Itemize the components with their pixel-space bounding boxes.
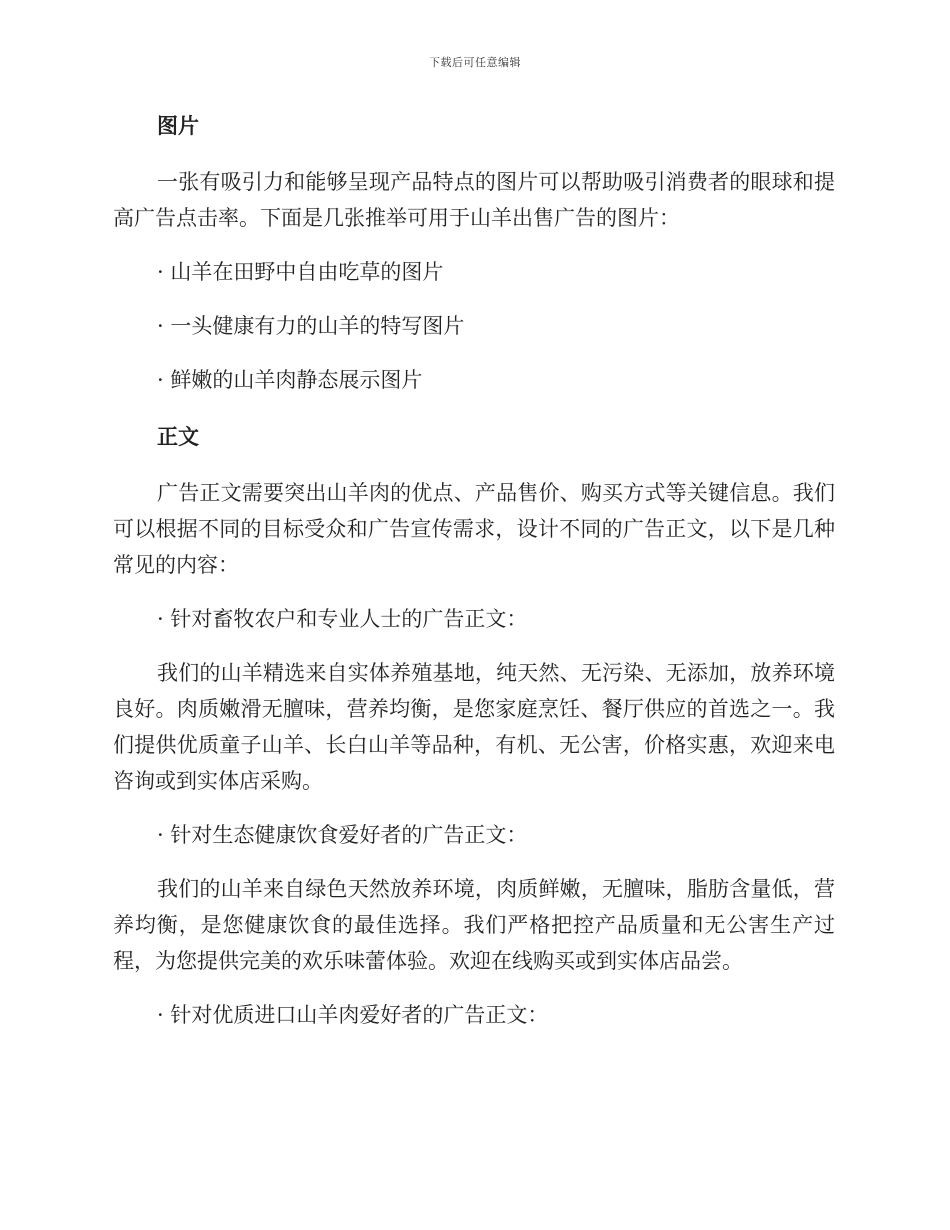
header-note: 下载后可任意编辑 (429, 56, 521, 69)
document-content (113, 106, 835, 1033)
audience-ad-text: 我们的山羊来自绿色天然放养环境，肉质鲜嫩，无膻味，脂肪含量低，营养均衡，是您健康饮食的最佳选择。我们严格把控产品质量和无公害生产过程，为您提供完美的欢乐味蕾体验。欢迎在线购买或到实体店品尝。 (113, 877, 835, 973)
audience-label: · 针对生态健康饮食爱好者的广告正文： (157, 823, 528, 847)
audience-ad-text: 我们的山羊精选来自实体养殖基地，纯天然、无污染、无添加，放养环境良好。肉质嫩滑无膻味，营养均衡，是您家庭烹饪、餐厅供应的首选之一。我们提供优质童子山羊、长白山羊等品种，有机、无公害，价格实惠，欢迎来电咨询或到实体店采购。 (113, 661, 835, 793)
body-intro-paragraph: 广告正文需要突出山羊肉的优点、产品售价、购买方式等关键信息。我们可以根据不同的目标受众和广告宣传需求，设计不同的广告正文，以下是几种常见的内容： (113, 481, 835, 577)
audience-label: · 针对畜牧农户和专业人士的广告正文： (157, 607, 528, 631)
audience-label: · 针对优质进口山羊肉爱好者的广告正文： (157, 1003, 549, 1027)
image-suggestion-item: · 鲜嫩的山羊肉静态展示图片 (157, 368, 423, 392)
image-suggestion-item: · 一头健康有力的山羊的特写图片 (157, 314, 465, 338)
section-heading-images: 图片 (157, 113, 199, 138)
image-suggestion-item: · 山羊在田野中自由吃草的图片 (157, 260, 444, 284)
images-intro-paragraph: 一张有吸引力和能够呈现产品特点的图片可以帮助吸引消费者的眼球和提高广告点击率。下面是几张推举可用于山羊出售广告的图片： (113, 170, 835, 230)
section-heading-body: 正文 (157, 424, 199, 449)
